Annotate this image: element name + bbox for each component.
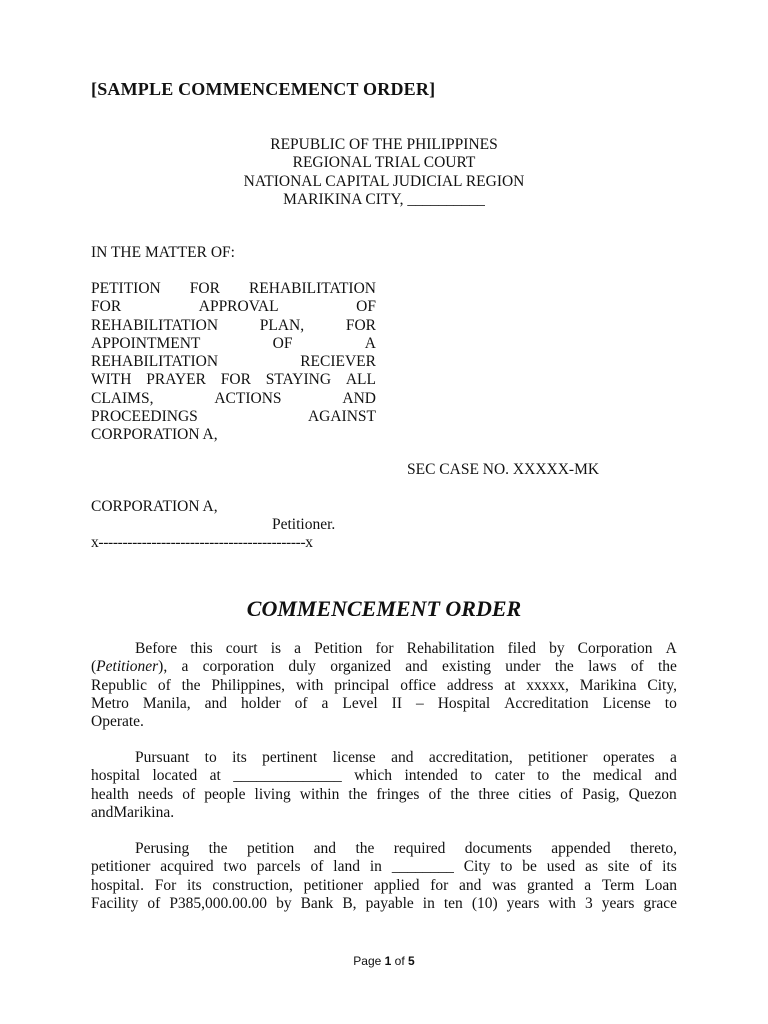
- paragraph-word: the: [355, 840, 375, 857]
- caption-word: AGAINST: [307, 408, 376, 426]
- caption-line: [91, 335, 376, 353]
- paragraph-word: laws: [588, 658, 617, 676]
- paragraph-word: to: [537, 767, 550, 785]
- in-the-matter-of: IN THE MATTER OF:: [91, 244, 235, 261]
- paragraph-word: its: [232, 749, 247, 766]
- paragraph-word: with: [295, 676, 324, 694]
- paragraph-word: and: [204, 694, 228, 712]
- paragraph-word: to: [664, 694, 677, 712]
- paragraph-word: Accreditation: [504, 694, 589, 712]
- paragraph-word: ______________: [233, 767, 342, 785]
- paragraph-word: accreditation,: [428, 749, 513, 766]
- footer-page-word: Page: [353, 954, 382, 968]
- paragraph-word: operates: [602, 749, 655, 766]
- paragraph-word: the: [181, 676, 201, 694]
- paragraph-word: years: [601, 894, 635, 912]
- paragraph-word: the: [554, 658, 574, 676]
- caption-word: CORPORATION A,: [91, 426, 218, 444]
- petition-caption: [91, 280, 376, 445]
- sample-heading: [SAMPLE COMMENCEMENCT ORDER]: [91, 79, 436, 99]
- paragraph-word: petition: [246, 840, 295, 857]
- paragraph-line: [91, 677, 677, 695]
- paragraph-word: B,: [342, 894, 357, 912]
- paragraph-word: years: [506, 894, 540, 912]
- paragraph-word: documents: [464, 840, 532, 857]
- sec-case-number: SEC CASE NO. XXXXX-MK: [407, 461, 600, 478]
- paragraph-line: [91, 695, 677, 713]
- paragraph-word: of: [630, 658, 644, 676]
- paragraph-line: [91, 640, 677, 658]
- paragraph-word: City,: [647, 676, 677, 694]
- paragraph-word: with: [548, 894, 576, 912]
- paragraph-word: be: [522, 858, 537, 876]
- paragraph-word: fringes: [376, 785, 420, 803]
- paragraph-word: medical: [593, 767, 643, 785]
- paragraph-word: cities: [518, 785, 552, 803]
- paragraph-word: three: [478, 785, 510, 803]
- paragraph-word: land: [333, 858, 360, 876]
- paragraph-word: ________: [391, 858, 454, 876]
- paragraph-word: 3: [584, 894, 593, 912]
- paragraph-word: Loan: [645, 876, 677, 894]
- paragraph-word: P385,000.00.00: [169, 894, 268, 912]
- corporation-name: CORPORATION A,: [91, 498, 218, 515]
- paragraph-word: of: [157, 676, 171, 694]
- caption-word: PRAYER: [146, 371, 206, 389]
- paragraph-word: a: [294, 640, 302, 657]
- footer-page-current: 1: [384, 954, 392, 968]
- paragraph-word: II: [391, 694, 402, 712]
- paragraph-word: its: [187, 876, 202, 894]
- paragraph-word: Perusing: [135, 840, 190, 857]
- caption-word: REHABILITATION: [248, 280, 376, 297]
- paragraph-word: Facility: [91, 894, 139, 912]
- paragraph-word: the: [657, 658, 677, 676]
- paragraph-word: A: [665, 640, 677, 657]
- paragraph-word: for: [430, 876, 449, 894]
- paragraph-word: Marikina: [579, 676, 637, 694]
- paragraph-word: Manila,: [142, 694, 191, 712]
- caption-line: [91, 298, 376, 316]
- paragraph-word: cater: [494, 767, 525, 785]
- paragraph-word: living: [254, 785, 291, 803]
- paragraph-word: was: [492, 876, 517, 894]
- order-title: COMMENCEMENT ORDER: [246, 596, 522, 621]
- paragraph-word: acquired: [160, 858, 214, 876]
- paragraph-word: principal: [334, 676, 390, 694]
- caption-line: [91, 371, 376, 389]
- paragraph-word: of: [310, 858, 324, 876]
- paragraph-word: holder: [241, 694, 281, 712]
- paragraph-word: payable: [365, 894, 414, 912]
- paragraph-word: office: [400, 676, 437, 694]
- caption-word: OF: [272, 334, 293, 352]
- paragraph-word: used: [546, 858, 576, 876]
- caption-word: ACTIONS: [214, 389, 282, 407]
- paragraph-word: (Petitioner),: [91, 658, 168, 676]
- caption-word: PLAN,: [259, 316, 305, 334]
- paragraph-word: in: [422, 894, 435, 912]
- paragraph-word: construction,: [212, 876, 293, 894]
- paragraph-word: to: [500, 858, 513, 876]
- paragraph-word: a: [669, 749, 677, 766]
- paragraph-word: Marikina.: [113, 803, 175, 821]
- paragraph-word: a: [321, 694, 329, 712]
- paragraph-word: organized: [330, 658, 392, 676]
- caption-word: A: [364, 334, 376, 352]
- paragraph-word: and: [405, 658, 428, 676]
- paragraph-word: Republic: [91, 676, 147, 694]
- paragraph-word: at: [504, 676, 516, 694]
- court-line-rtc: REGIONAL TRIAL COURT: [292, 154, 476, 172]
- paragraph-word: (10): [471, 894, 498, 912]
- paragraph-word: license: [332, 749, 376, 766]
- paragraph-word: thereto,: [630, 840, 677, 857]
- paragraph-word: people: [204, 785, 246, 803]
- paragraph-word: Pasig,: [582, 785, 620, 803]
- paragraph-word: For: [154, 876, 177, 894]
- paragraph-word: to: [470, 767, 483, 785]
- caption-word: REHABILITATION: [91, 353, 219, 371]
- caption-word: REHABILITATION: [91, 316, 219, 334]
- caption-word: STAYING: [265, 371, 332, 389]
- paragraph-word: and: [91, 803, 114, 821]
- paragraph-3: [91, 840, 677, 913]
- caption-word: APPROVAL: [198, 298, 279, 316]
- court-line-region: NATIONAL CAPITAL JUDICIAL REGION: [243, 172, 525, 190]
- paragraph-word: Operate.: [91, 713, 144, 731]
- paragraph-word: corporation: [202, 658, 275, 676]
- paragraph-word: this: [190, 640, 213, 657]
- caption-separator: x-------------------------------------------x: [91, 534, 313, 551]
- paragraph-line: [91, 895, 677, 913]
- paragraph-word: for: [375, 640, 394, 657]
- paragraph-word: Rehabilitation: [406, 640, 495, 657]
- paragraph-word: address: [446, 676, 494, 694]
- paragraph-word: site: [607, 858, 630, 876]
- caption-word: RECIEVER: [300, 353, 376, 371]
- paragraph-word: and: [313, 840, 337, 857]
- paragraph-word: of: [639, 858, 653, 876]
- paragraph-word: is: [270, 640, 282, 657]
- paragraph-word: the: [348, 785, 368, 803]
- paragraph-word: xxxxx,: [526, 676, 569, 694]
- paragraph-word: Bank: [300, 894, 334, 912]
- paragraph-word: parcels: [256, 858, 301, 876]
- paragraph-word: Metro: [91, 694, 129, 712]
- paragraph-word: petitioner: [91, 858, 151, 876]
- paragraph-word: Philippines,: [211, 676, 285, 694]
- paragraph-line: [91, 713, 677, 731]
- footer-of-word: of: [394, 954, 405, 968]
- paragraph-word: located: [152, 767, 198, 785]
- paragraph-word: at: [209, 767, 221, 785]
- paragraph-word: pertinent: [262, 749, 318, 766]
- paragraph-word: Term: [601, 876, 635, 894]
- court-line-republic: REPUBLIC OF THE PHILIPPINES: [270, 136, 498, 153]
- paragraph-word: Petition: [314, 640, 363, 657]
- caption-line: [91, 280, 376, 298]
- paragraph-word: existing: [441, 658, 492, 676]
- caption-line: [91, 408, 376, 426]
- court-header: [0, 136, 768, 209]
- paragraph-word: Pursuant: [135, 749, 190, 766]
- paragraph-word: of: [428, 785, 442, 803]
- page-footer: [0, 954, 768, 968]
- paragraph-word: which: [354, 767, 393, 785]
- paragraph-word: Level: [342, 694, 378, 712]
- paragraph-word: by: [276, 894, 292, 912]
- paragraph-word: by: [549, 640, 565, 657]
- caption-line: [91, 353, 376, 371]
- paragraph-word: and: [459, 876, 482, 894]
- paragraph-word: appended: [551, 840, 611, 857]
- paragraph-1: [91, 640, 677, 731]
- paragraph-line: [91, 749, 677, 767]
- paragraph-word: within: [299, 785, 340, 803]
- paragraph-word: granted: [527, 876, 574, 894]
- caption-line: [91, 317, 376, 335]
- paragraph-word: the: [450, 785, 470, 803]
- caption-word: AND: [342, 389, 376, 407]
- paragraph-word: and: [391, 749, 414, 766]
- caption-line: [91, 390, 376, 408]
- petitioner-label: Petitioner.: [272, 516, 336, 533]
- paragraph-word: to: [204, 749, 217, 766]
- paragraph-word: a: [181, 658, 189, 676]
- caption-word: FOR: [91, 298, 122, 316]
- paragraph-word: of: [560, 785, 574, 803]
- paragraph-word: as: [585, 858, 599, 876]
- paragraph-word: intended: [404, 767, 458, 785]
- caption-word: WITH: [91, 371, 132, 389]
- caption-word: FOR: [220, 371, 251, 389]
- paragraph-word: required: [393, 840, 446, 857]
- paragraph-2: [91, 749, 677, 822]
- paragraph-word: Before: [135, 640, 178, 657]
- paragraph-word: hospital: [91, 767, 141, 785]
- paragraph-word: filed: [507, 640, 536, 657]
- paragraph-line: [91, 840, 677, 858]
- paragraph-word: and: [654, 767, 677, 785]
- paragraph-word: of: [182, 785, 196, 803]
- paragraph-word: of: [294, 694, 308, 712]
- paragraph-word: ten: [443, 894, 463, 912]
- paragraph-word: two: [223, 858, 247, 876]
- paragraph-word: the: [561, 767, 581, 785]
- paragraph-word: a: [584, 876, 592, 894]
- paragraph-word: its: [662, 858, 677, 876]
- caption-line: [91, 426, 376, 444]
- paragraph-word: of: [147, 894, 161, 912]
- footer-page-total: 5: [408, 954, 415, 968]
- paragraph-word: License: [602, 694, 651, 712]
- paragraph-word: court: [225, 640, 258, 657]
- paragraph-line: [91, 658, 677, 676]
- paragraph-word: Corporation: [577, 640, 653, 657]
- caption-word: FOR: [345, 316, 376, 334]
- paragraph-line: [91, 804, 677, 822]
- paragraph-word: petitioner: [303, 876, 364, 894]
- paragraph-line: [91, 877, 677, 895]
- caption-word: OF: [356, 298, 376, 316]
- paragraph-line: [91, 786, 677, 804]
- caption-word: PETITION: [91, 280, 161, 297]
- caption-word: CLAIMS,: [91, 389, 154, 407]
- paragraph-word: health: [91, 785, 129, 803]
- paragraph-word: the: [208, 840, 228, 857]
- paragraph-word: duly: [288, 658, 316, 676]
- paragraph-word: needs: [137, 785, 174, 803]
- caption-word: PROCEEDINGS: [91, 408, 198, 426]
- paragraph-word: in: [369, 858, 382, 876]
- paragraph-word: hospital.: [91, 876, 144, 894]
- paragraph-word: grace: [643, 894, 677, 912]
- court-line-city: MARIKINA CITY, __________: [283, 190, 485, 208]
- paragraph-line: [91, 767, 677, 785]
- paragraph-word: petitioner: [528, 749, 588, 766]
- paragraph-word: Hospital: [437, 694, 491, 712]
- caption-word: APPOINTMENT: [91, 334, 201, 352]
- paragraph-word: under: [505, 658, 541, 676]
- caption-word: FOR: [189, 280, 220, 297]
- paragraph-word: City: [463, 858, 491, 876]
- paragraph-word: applied: [373, 876, 420, 894]
- paragraph-line: [91, 858, 677, 876]
- paragraph-word: Quezon: [628, 785, 677, 803]
- paragraph-word: –: [415, 694, 424, 712]
- caption-word: ALL: [345, 371, 376, 389]
